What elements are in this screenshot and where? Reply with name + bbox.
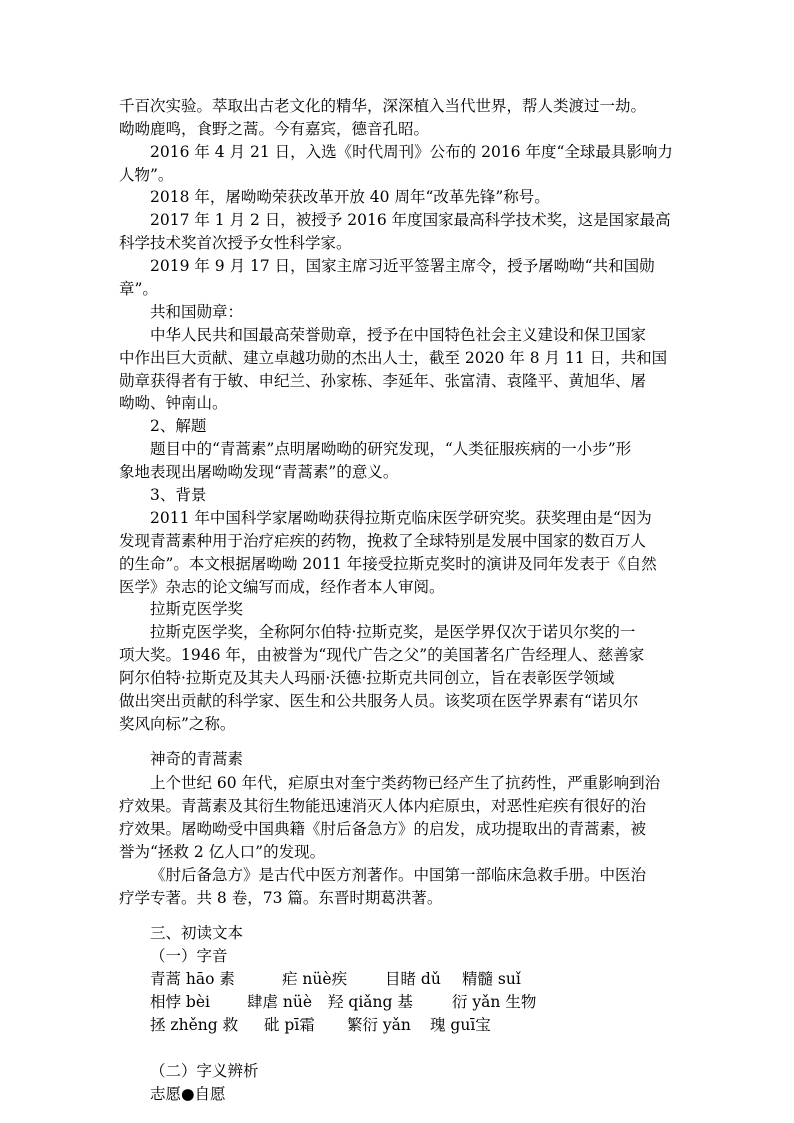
section-heading: 3、背景 [150, 486, 207, 504]
pinyin-item: 青蒿 hāo 素 [150, 970, 235, 988]
pinyin-item: 羟 qiǎng 基 [328, 993, 413, 1011]
pinyin-item: 精髓 suǐ [462, 970, 521, 988]
text-line: 千百次实验。萃取出古老文化的精华，深深植入当代世界，帮人类渡过一劫。 [119, 97, 647, 115]
poem-line: 呦呦鹿鸣，食野之蒿。今有嘉宾，德音孔昭。 [119, 120, 430, 138]
text-line: 章”。 [119, 280, 158, 298]
text-line: 上个世纪 60 年代，疟原虫对奎宁类药物已经产生了抗药性，严重影响到治 [150, 774, 661, 792]
subheading: （一）字音 [150, 947, 228, 965]
text-line: 科学技术奖首次授予女性科学家。 [119, 234, 352, 252]
pinyin-item: 瑰 guī宝 [430, 1016, 491, 1034]
pinyin-item: 繁衍 yǎn [347, 1016, 411, 1034]
text-line: 中华人民共和国最高荣誉勋章，授予在中国特色社会主义建设和保卫国家 [150, 326, 647, 344]
text-line: 奖风向标”之称。 [119, 715, 236, 733]
text-line: 疗效果。屠呦呦受中国典籍《肘后备急方》的启发，成功提取出的青蒿素，被 [119, 820, 647, 838]
text-line: 2016 年 4 月 21 日，入选《时代周刊》公布的 2016 年度“全球最具影响力 [150, 143, 673, 161]
text-line: 疗效果。青蒿素及其衍生物能迅速消灭人体内疟原虫，对恶性疟疾有很好的治 [119, 797, 647, 815]
subheading: 神奇的青蒿素 [150, 750, 244, 768]
pinyin-item: 衍 yǎn 生物 [452, 993, 537, 1011]
text-line: 誉为“拯救 2 亿人口”的发现。 [119, 843, 326, 861]
text-line: 人物”。 [119, 166, 174, 184]
text-line: 2018 年，屠呦呦荣获改革开放 40 周年“改革先锋”称号。 [150, 188, 550, 206]
text-line: 象地表现出屠呦呦发现“青蒿素”的意义。 [119, 463, 399, 481]
text-line: 项大奖。1946 年，由被誉为“现代广告之父”的美国著名广告经理人、慈善家 [119, 646, 645, 664]
text-line: 的生命”。本文根据屠呦呦 2011 年接受拉斯克奖时的演讲及同年发表于《自然 [119, 555, 657, 573]
pinyin-item: 疟 nüè疾 [282, 970, 348, 988]
text-line: 勋章获得者有于敏、申纪兰、孙家栋、李延年、张富清、袁隆平、黄旭华、屠 [119, 372, 647, 390]
text-line: 题目中的“青蒿素”点明屠呦呦的研究发现，“人类征服疾病的一小步”形 [150, 440, 632, 458]
section-heading: 2、解题 [150, 417, 207, 435]
text-line: 医学》杂志的论文编写而成，经作者本人审阅。 [119, 578, 445, 596]
text-line: 2011 年中国科学家屠呦呦获得拉斯克临床医学研究奖。获奖理由是“因为 [150, 509, 652, 527]
pinyin-item: 拯 zhěng 救 [150, 1016, 239, 1034]
text-line: 中作出巨大贡献、建立卓越功勋的杰出人士，截至 2020 年 8 月 11 日，共和国 [119, 349, 668, 367]
text-line: 拉斯克医学奖，全称阿尔伯特·拉斯克奖，是医学界仅次于诺贝尔奖的一 [150, 623, 636, 641]
text-line: 2017 年 1 月 2 日，被授予 2016 年度国家最高科学技术奖，这是国家最高 [150, 211, 671, 229]
pinyin-item: 肆虐 nüè [247, 993, 313, 1011]
subheading: 拉斯克医学奖 [150, 600, 244, 618]
pinyin-item: 砒 pī霜 [264, 1016, 315, 1034]
subheading: 共和国勋章： [150, 303, 244, 321]
text-line: 发现青蒿素种用于治疗疟疾的药物，挽救了全球特别是发展中国家的数百万人 [119, 532, 647, 550]
subheading: （二）字义辨析 [150, 1062, 259, 1080]
text-line: 志愿●自愿 [150, 1085, 226, 1103]
pinyin-item: 相悖 bèi [150, 993, 210, 1011]
text-line: 阿尔伯特·拉斯克及其夫人玛丽·沃德·拉斯克共同创立，旨在表彰医学领域 [119, 669, 615, 687]
text-line: 做出突出贡献的科学家、医生和公共服务人员。该奖项在医学界素有“诺贝尔 [119, 692, 639, 710]
pinyin-item: 目睹 dǔ [385, 970, 441, 988]
text-line: 2019 年 9 月 17 日，国家主席习近平签署主席令，授予屠呦呦“共和国勋 [150, 257, 655, 275]
section-heading: 三、初读文本 [150, 924, 244, 942]
text-line: 疗学专著。共 8 卷，73 篇。东晋时期葛洪著。 [119, 889, 443, 907]
text-line: 呦呦、钟南山。 [119, 394, 228, 412]
text-line: 《肘后备急方》是古代中医方剂著作。中国第一部临床急救手册。中医治 [150, 866, 647, 884]
